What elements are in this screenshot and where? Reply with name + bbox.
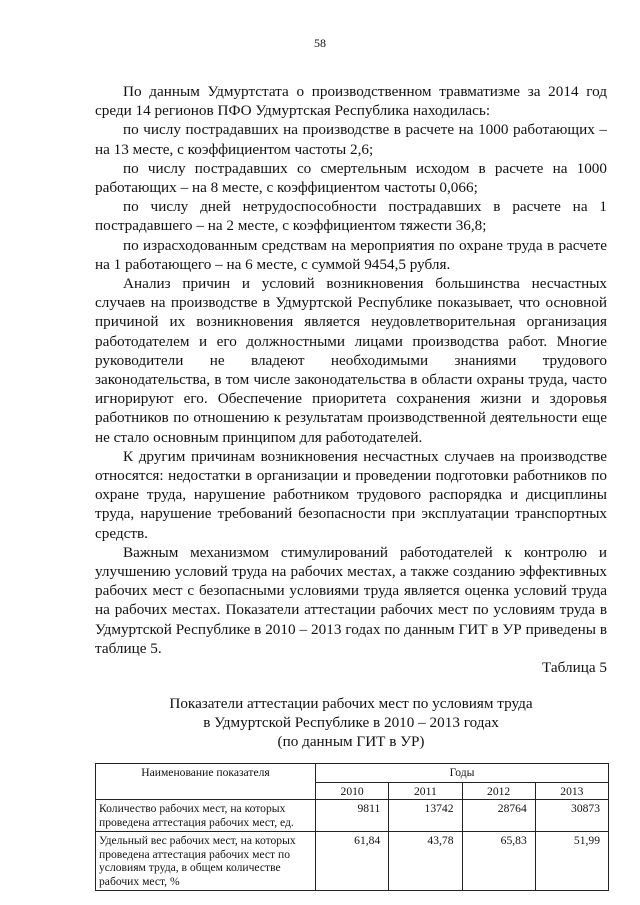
row-value: 65,83 [462,832,535,891]
paragraph-assessment: Важным механизмом стимулирований работодателей к контролю и улучшению условий труда на рабочих местах, а также созданию эффективных рабочих мест с безопасными условиями труда является оценка условий труда на рабочих местах. Показатели аттестации рабочих мест по условиям труда в Удмуртской Республике в 2010 – 2013 годах по данным ГИТ в УР приведены в таблице 5. [95,543,607,657]
indicators-table [95,763,609,891]
row-value: 28764 [462,800,535,832]
row-value: 13742 [389,800,462,832]
header-year: 2012 [462,782,535,800]
row-value: 9811 [316,800,389,832]
paragraph-intro: По данным Удмуртстата о производственном травматизме за 2014 год среди 14 регионов ПФО Удмуртская Республика находилась: [95,83,607,120]
row-name: Количество рабочих мест, на которых проведена аттестация рабочих мест, ед. [96,800,316,832]
page-number: 58 [314,36,326,50]
paragraph-causes-analysis: Анализ причин и условий возникновения большинства несчастных случаев на производстве в Удмуртской Республике показывает, что основной причиной их возникновения является неудовлетворительная организация работодателем и его должностными лицами производства работ. Многие руководители не владеют необходимыми знаниями трудового законодательства, в том числе законодательства в области охраны труда, часто игнорируют его. Обеспечение приоритета сохранения жизни и здоровья работников по отношению к результатам производственной деятельности еще не стало основным принципом для работодателей. [95,275,607,446]
header-years: Годы [316,764,609,783]
header-indicator-name: Наименование показателя [96,764,316,800]
table-label: Таблица 5 [542,659,607,677]
row-value: 30873 [535,800,608,832]
table-title [95,694,607,751]
table-row [96,832,609,891]
paragraph-safety-spending: по израсходованным средствам на мероприятия по охране труда в расчете на 1 работающего – на 6 месте, с суммой 9454,5 рубля. [95,236,607,273]
paragraph-fatal-per-1000: по числу пострадавших со смертельным исходом в расчете на 1000 работающих – на 8 месте, с коэффициентом частоты 0,066; [95,159,607,197]
paragraph-injured-per-1000: по числу пострадавших на производстве в расчете на 1000 работающих – на 13 месте, с коэффициентом частоты 2,6; [95,121,607,158]
document-body [95,82,607,891]
table-row [96,800,609,832]
header-year: 2011 [389,782,462,800]
row-value: 51,99 [535,832,608,891]
row-value: 61,84 [316,832,389,891]
table-title-line: в Удмуртской Республике в 2010 – 2013 годах [203,714,499,732]
row-name: Удельный вес рабочих мест, на которых проведена аттестация рабочих мест по условиям труда, в общем количестве рабочих мест, % [96,832,316,891]
paragraph-disability-days: по числу дней нетрудоспособности пострадавших в расчете на 1 пострадавшего – на 2 месте, с коэффициентом тяжести 36,8; [95,198,607,235]
paragraph-other-causes: К другим причинам возникновения несчастных случаев на производстве относятся: недостатки в организации и проведении подготовки работников по охране труда, нарушение работником трудового распорядка и дисциплины труда, нарушение требований безопасности при эксплуатации транспортных средств. [95,447,607,542]
header-year: 2013 [535,782,608,800]
header-year: 2010 [316,782,389,800]
table-title-line: Показатели аттестации рабочих мест по условиям труда [169,695,533,713]
row-value: 43,78 [389,832,462,891]
table-title-line: (по данным ГИТ в УР) [277,733,425,751]
